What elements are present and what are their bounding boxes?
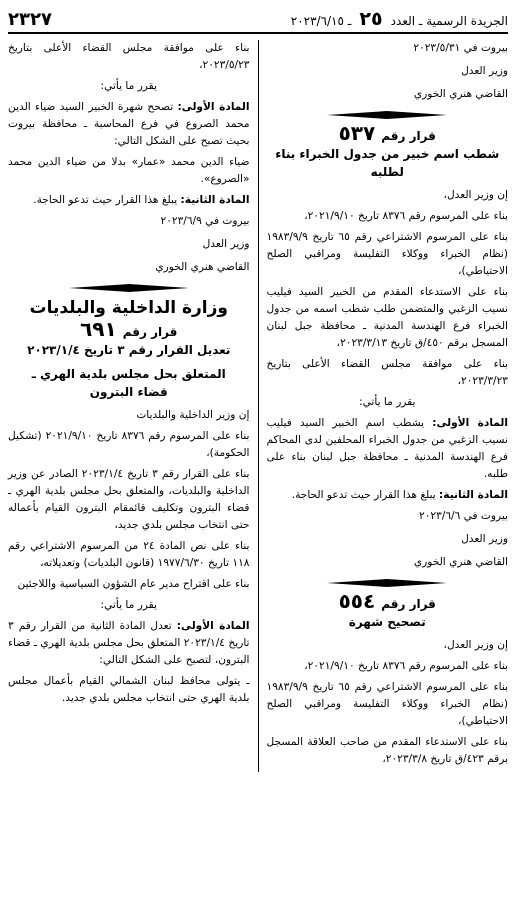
article-2 <box>8 192 250 209</box>
article-1 <box>267 415 509 483</box>
decision-label: قرار رقم <box>381 597 436 611</box>
signature-title: وزير العدل <box>461 533 508 545</box>
decision-subject-line: قضاء البترون <box>89 385 168 399</box>
decides-line: يقرر ما يأتي: <box>359 396 416 408</box>
section-divider <box>327 579 447 587</box>
decision-label: قرار رقم <box>381 129 436 143</box>
article-text: يبلغ هذا القرار حيث تدعو الحاجة. <box>291 489 436 501</box>
header-title-group <box>291 8 508 30</box>
signature-place-date: بيروت في ٢٠٢٣/٥/٣١ <box>413 42 508 54</box>
right-column <box>259 40 509 772</box>
decides-line: يقرر ما يأتي: <box>100 80 157 92</box>
left-column <box>8 40 259 772</box>
decision-subject-line: تعديل القرار رقم ٣ تاريخ ٢٠٢٣/١/٤ <box>27 343 231 357</box>
article-text: تعدل المادة الثانية من القرار رقم ٣ تاريخ ٢٠٢٣/١/٤ المتعلق بحل مجلس بلدية الهري ـ قضاء البترون، لتصبح على الشكل التالي: <box>8 620 250 666</box>
paragraph: بناء على المرسوم الاشتراعي رقم ٦٥ تاريخ ١٩٨٣/٩/٩ (نظام الخبراء ووكلاء التفليسة ومراقبي الصلح الاحتياطي)، <box>266 231 508 277</box>
article-value: ـ يتولى محافظ لبنان الشمالي القيام بأعمال مجلس بلدية الهري حتى انتخاب مجلس بلدي جديد. <box>8 675 250 704</box>
article-label: المادة الثانية: <box>180 194 250 206</box>
ministry-title: وزارة الداخلية والبلديات <box>29 298 228 318</box>
decision-691-heading <box>8 317 250 341</box>
gazette-title: الجريدة الرسمية ـ العدد <box>390 14 508 28</box>
article-label: المادة الأولى: <box>432 417 509 429</box>
paragraph: بناء على الاستدعاء المقدم من الخبير السيد فيليب نسيب الزغبي والمتضمن طلب شطب اسمه من جدول الخبراء فرع الهندسة المدنية ـ محافظة جبل لبنان المسجل برقم ٤٥٠/ق تاريخ ٢٠٢٣/٣/١٣، <box>266 286 508 349</box>
page-header <box>8 6 508 34</box>
paragraph: بناء على المرسوم رقم ٨٣٧٦ تاريخ ٢٠٢١/٩/١٠ (تشكيل الحكومة)، <box>8 430 250 459</box>
article-text: تصحح شهرة الخبير السيد ضياء الدين محمد الصروع في فرع المحاسبة ـ محافظة بيروت بحيث تصبح على الشكل التالي: <box>8 101 250 147</box>
signature-name: القاضي هنري الخوري <box>155 261 250 273</box>
decision-number: ٦٩١ <box>80 317 117 341</box>
section-divider <box>69 284 189 292</box>
paragraph: بناء على الاستدعاء المقدم من صاحب العلاقة المسجل برقم ٤٢٣/ق تاريخ ٢٠٢٣/٣/٨، <box>266 736 508 765</box>
issue-number: ٢٥ <box>359 8 383 30</box>
decision-number: ٥٣٧ <box>338 121 376 145</box>
paragraph: بناء على المرسوم رقم ٨٣٧٦ تاريخ ٢٠٢١/٩/١٠، <box>304 660 508 672</box>
decision-subject: تصحيح شهرة <box>348 615 426 629</box>
page-number: ٢٣٢٧ <box>8 9 52 30</box>
signature-title: وزير العدل <box>461 65 508 77</box>
article-value: ضياء الدين محمد «عمار» بدلا من ضياء الدين محمد «الصروع». <box>8 156 250 185</box>
paragraph: بناء على موافقة مجلس القضاء الأعلى بتاريخ ٢٠٢٣/٣/٢٣، <box>266 358 508 387</box>
paragraph: بناء على القرار رقم ٣ تاريخ ٢٠٢٣/١/٤ الصادر عن وزير الداخلية والبلديات، والمتعلق بحل مجلس بلدية الهري ـ قضاء البترون وتكليف قائمقام البترون القيام بأعماله حتى انتخاب مجلس بلدي جديد، <box>8 468 250 531</box>
decision-554-heading <box>267 589 509 613</box>
section-divider <box>327 111 447 119</box>
signature-name: القاضي هنري الخوري <box>413 88 508 100</box>
paragraph: بناء على المرسوم رقم ٨٣٧٦ تاريخ ٢٠٢١/٩/١٠، <box>304 210 508 222</box>
decision-label: قرار رقم <box>122 325 178 339</box>
paragraph: بناء على المرسوم الاشتراعي رقم ٦٥ تاريخ ١٩٨٣/٩/٩ (نظام الخبراء ووكلاء التفليسة ومراقبي الصلح الاحتياطي)، <box>266 681 508 727</box>
signature-name: القاضي هنري الخوري <box>413 556 508 568</box>
signature-title: وزير العدل <box>202 238 250 250</box>
decision-number: ٥٥٤ <box>338 589 376 613</box>
article-1 <box>8 618 250 669</box>
paragraph: بناء على اقتراح مدير عام الشؤون السياسية واللاجئين <box>17 578 250 590</box>
article-label: المادة الأولى: <box>176 620 250 632</box>
signature-place-date: بيروت في ٢٠٢٣/٦/٦ <box>419 510 508 522</box>
article-label: المادة الثانية: <box>439 489 508 501</box>
article-text: يبلغ هذا القرار حيث تدعو الحاجة. <box>33 194 178 206</box>
article-1 <box>8 99 250 150</box>
article-text: يشطب اسم الخبير السيد فيليب نسيب الزغبي من جدول الخبراء المحلفين لدى المحاكم فرع الهندسة المدنية ـ محافظة جبل لبنان بناء على طلبه. <box>266 417 508 480</box>
issue-date: ـ ٢٠٢٣/٦/١٥ <box>290 14 352 28</box>
decision-537-heading <box>267 121 509 145</box>
paragraph: إن وزير الداخلية والبلديات <box>136 409 250 421</box>
paragraph: بناء على نص المادة ٢٤ من المرسوم الاشتراعي رقم ١١٨ تاريخ ١٩٧٧/٦/٣٠ (قانون البلديات) وتعديلاته، <box>8 540 250 569</box>
paragraph: إن وزير العدل، <box>443 189 508 201</box>
decision-subject: شطب اسم خبير من جدول الخبراء بناء لطلبه <box>275 147 500 179</box>
decides-line: يقرر ما يأتي: <box>100 599 157 611</box>
article-label: المادة الأولى: <box>177 101 250 113</box>
signature-place-date: بيروت في ٢٠٢٣/٦/٩ <box>160 215 250 227</box>
columns <box>8 40 508 772</box>
decision-subject-line: المتعلق بحل مجلس بلدية الهري ـ <box>31 367 226 381</box>
article-2 <box>267 487 509 504</box>
paragraph: إن وزير العدل، <box>443 639 508 651</box>
paragraph: بناء على موافقة مجلس القضاء الأعلى بتاريخ ٢٠٢٣/٥/٢٣، <box>8 42 250 71</box>
